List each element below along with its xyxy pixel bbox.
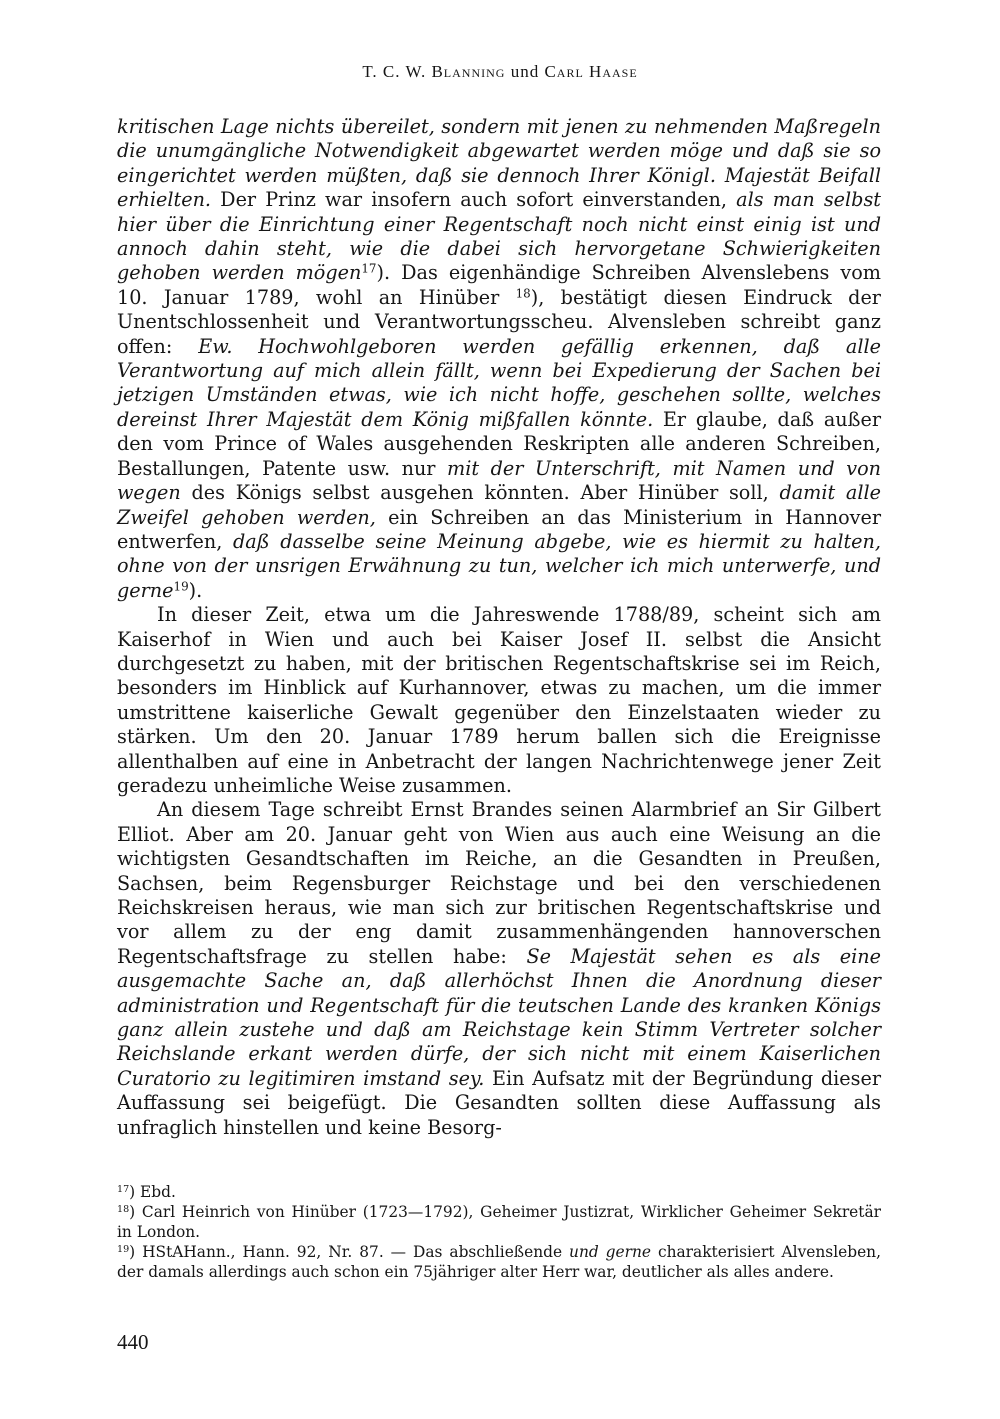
footnote-number: 19 <box>117 1243 130 1255</box>
main-text <box>117 115 881 1140</box>
paragraph <box>117 603 881 798</box>
footnote-ref: 17 <box>361 261 377 276</box>
footnote-number: 17 <box>117 1183 130 1195</box>
italic-text: mit der Unterschrift, mit Namen und von wegen <box>117 456 882 505</box>
text-run: charakterisiert Alvensleben, der damals allerdings auch schon ein 75jähriger alter Herr war, deutlicher als alles andere. <box>117 1243 881 1281</box>
text-run: ein Schreiben an das Ministerium in Hannover entwerfen, <box>117 505 881 553</box>
footnote-ref: 19 <box>173 579 189 594</box>
paragraph <box>117 115 881 603</box>
text-run: In dieser Zeit, etwa um die Jahreswende 1788/89, scheint sich am Kaiserhof in Wien und auch bei Kaiser Josef II. selbst die Ansicht durchgesetzt zu haben, mit der britischen Regentschaftskrise sei im Reich, besonders im Hinblick auf Kurhannover, etwas zu machen, um die immer umstrittene kaiserliche Gewalt gegenüber den Einzelstaaten wieder zu stärken. Um den 20. Januar 1789 herum ballen sich die Ereignisse allenthalben auf eine in Anbetracht der langen Nachrichtenwege jener Zeit geradezu unheimliche Weise zusammen. <box>117 603 881 797</box>
header-conjunction: und <box>510 62 540 81</box>
italic-text: kritischen Lage nichts übereilet, sondern mit jenen zu nehmenden Maßregeln die unumgängliche Notwendigkeit abgewartet werden möge und daß sie so eingerichtet werden müßten, daß sie dennoch Ihrer Königl. Majestät Beifall erhielten. <box>117 115 881 212</box>
paragraph <box>117 798 881 1140</box>
italic-text: daß dasselbe seine Meinung abgebe, wie es hiermit zu halten, ohne von der unsrigen Erwähnung zu tun, welcher ich mich unterwerfe, und gerne <box>117 529 881 602</box>
header-author2-first: Carl <box>544 62 584 81</box>
footnotes <box>117 1183 881 1283</box>
footnote-number: 18 <box>117 1204 130 1216</box>
footnote <box>117 1243 881 1282</box>
footnote-ref: 18 <box>515 286 531 301</box>
text-run: Der Prinz war insofern auch sofort einverstanden, <box>211 188 737 212</box>
footnote <box>117 1203 881 1242</box>
header-author1: Blanning <box>431 62 506 81</box>
text-run: ) Carl Heinrich von Hinüber (1723—1792), Geheimer Justizrat, Wirklicher Geheimer Sekretär in London. <box>117 1203 881 1241</box>
footnote <box>117 1183 881 1202</box>
running-header <box>0 62 1000 82</box>
italic-text: Se Majestät sehen es als eine ausgemachte Sache an, daß allerhöchst Ihnen die Anordnung dieser administration und Regentschaft für die teutschen Lande des kranken Königs ganz allein zustehe und daß am Reichstage kein Stimm Vertreter solcher Reichslande erkant werden dürfe, der sich nicht mit einem Kaiserlichen Curatorio zu legitimiren imstand sey. <box>117 944 881 1090</box>
italic-text: als man selbst hier über die Einrichtung einer Regentschaft noch nicht einst einig ist und annoch dahin steht, wie die dabei sich hervorgetane Schwierigkeiten gehoben werden mögen <box>117 188 882 285</box>
text-run: Er glaube, daß außer den vom Prince of Wales ausgehenden Reskripten alle anderen Schreiben, Bestallungen, Patente usw. nur <box>117 407 881 480</box>
text-run: des Königs selbst ausgehen könnten. Aber Hinüber soll, <box>180 481 780 505</box>
text-run: ). Das eigenhändige Schreiben Alvenslebens vom 10. Januar 1789, wohl an Hinüber <box>117 261 881 309</box>
text-run: ), bestätigt diesen Eindruck der Unentschlossenheit und Verantwortungsscheu. Alvensleben schreibt ganz offen: <box>117 285 881 358</box>
text-run: ) Ebd. <box>129 1183 176 1201</box>
text-run: An diesem Tage schreibt Ernst Brandes seinen Alarmbrief an Sir Gilbert Elliot. Aber am 20. Januar geht von Wien aus auch eine Weisung an die wichtigsten Gesandtschaften im Reiche, an die Gesandten in Preußen, Sachsen, beim Regensburger Reichstage und bei den verschiedenen Reichskreisen heraus, wie man sich zur britischen Regentschaftskrise und vor allem zu der eng damit zusammenhängenden hannoverschen Regentschaftsfrage zu stellen habe: <box>117 798 881 968</box>
italic-text: und gerne <box>569 1243 652 1262</box>
text-run: ). <box>188 578 203 602</box>
page-number: 440 <box>117 1330 149 1354</box>
italic-text: Ew. Hochwohlgeboren werden gefällig erkennen, daß alle Verantwortung auf mich allein fällt, wenn bei Expedierung der Sachen bei jetzigen Umständen etwas, wie ich nicht hoffe, geschehen sollte, welches dereinst Ihrer Majestät dem König mißfallen könnte. <box>117 334 881 431</box>
text-run: ) HStAHann., Hann. 92, Nr. 87. — Das abschließende <box>129 1243 570 1262</box>
header-author2-last: Haase <box>589 62 638 81</box>
italic-text: damit alle Zweifel gehoben werden, <box>117 481 881 529</box>
text-run: Ein Aufsatz mit der Begründung dieser Auffassung sei beigefügt. Die Gesandten sollten diese Auffassung als unfraglich hinstellen und keine Besorg- <box>117 1066 881 1139</box>
header-initials: T. C. W. <box>362 62 427 81</box>
